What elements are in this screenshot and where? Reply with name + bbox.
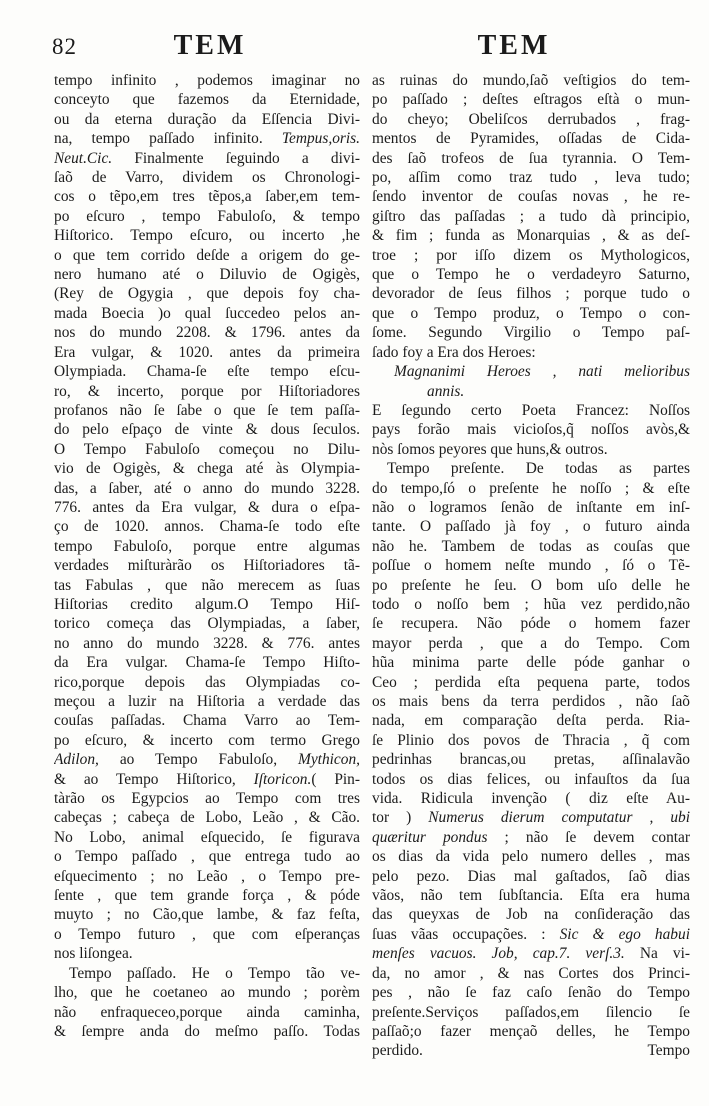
text-line: [54, 964, 360, 983]
text-line: [372, 246, 690, 265]
text-line: [372, 731, 690, 750]
text-line: [54, 246, 360, 265]
text-line: [54, 420, 360, 439]
text-segment: po preſente he ſeu. O bom uſo delle he: [372, 576, 690, 594]
text-segment: ou da eterna duração da Eſſencia Divi-: [54, 110, 360, 128]
text-segment: do pelo eſpaço de vinte & dous ſeculos.: [54, 421, 360, 439]
text-segment: ſendo inventor de couſas novas , he re-: [372, 188, 690, 206]
text-segment: ; não ſe devem contar: [487, 828, 690, 846]
text-line: [54, 1003, 360, 1022]
text-segment: no anno do mundo 3228. & 776. antes: [54, 634, 360, 652]
text-line: [372, 226, 690, 245]
text-line: [372, 479, 690, 498]
text-segment: nero humano até o Diluvio de Ogigès,: [54, 266, 360, 284]
text-segment: po eſcuro, & incerto com termo Grego: [54, 731, 360, 749]
text-line: [372, 983, 690, 1002]
text-line: [372, 847, 690, 866]
text-line: [54, 517, 360, 536]
text-segment: vãos, não tem ſubſtancia. Eſta era huma: [372, 887, 690, 905]
text-segment: 776. antes da Era vulgar, & dura o eſpa-: [54, 498, 360, 516]
text-line: [372, 886, 690, 905]
text-line: [54, 362, 360, 381]
text-line: [54, 1022, 360, 1041]
text-segment: ro, & incerto, porque por Hiſtoriadores: [54, 382, 360, 400]
text-segment: ſaõ de Varro, dividem os Chronologi-: [54, 169, 360, 187]
text-line: [54, 750, 360, 769]
italic-text-segment: Tempus,oris.: [281, 130, 360, 148]
text-line: [372, 382, 690, 401]
text-segment: ſome. Segundo Virgilio o Tempo paſ-: [372, 324, 690, 342]
text-segment: Era vulgar, & 1020. antes da primeira: [54, 343, 360, 361]
text-line: [54, 770, 360, 789]
text-segment: da, no amor , & nas Cortes dos Princi-: [372, 964, 690, 982]
text-segment: & ſempre anda do meſmo paſſo. Todas: [54, 1022, 360, 1040]
text-line: [54, 149, 360, 168]
text-segment: não he. Tambem de todas as couſas que: [372, 537, 690, 555]
left-column: [54, 71, 360, 1041]
italic-text-segment: Magnanimi Heroes , nati melioribus: [394, 363, 690, 381]
right-column: [372, 71, 690, 1061]
text-line: [54, 71, 360, 90]
text-line: [372, 517, 690, 536]
text-segment: não enfraqueceo,porque ainda caminha,: [54, 1003, 360, 1021]
text-segment: meçou a luzir na Hiſtoria a verdade das: [54, 693, 360, 710]
text-segment: ſe recupera. Não póde o homem fazer: [372, 615, 690, 633]
text-segment: O Tempo Fabuloſo começou no Dilu-: [54, 440, 360, 458]
text-segment: todo o noſſo bem ; hũa vez perdido,não: [372, 595, 690, 613]
text-segment: Ceo ; perdida eſta pequena parte, todos: [372, 673, 690, 691]
text-segment: conceyto que fazemos da Eternidade,: [54, 91, 360, 109]
text-line: [54, 498, 360, 517]
text-segment: poſſue o homem neſte mundo , ſó o Tẽ-: [372, 557, 690, 575]
text-line: [372, 944, 690, 963]
text-segment: mada Boecia )o qual ſuccedeo pelos an-: [54, 304, 360, 322]
text-line: [54, 614, 360, 633]
text-segment: do tempo,ſó o preſente he noſſo ; & eſte: [372, 479, 690, 497]
text-segment: cos o tẽpo,em tres tẽpos,a ſaber,em tem-: [54, 188, 360, 206]
text-line: [54, 886, 360, 905]
text-segment: das queyxas de Job na conſideração das: [372, 906, 690, 924]
catchword: Tempo: [647, 1042, 690, 1060]
text-line: [54, 808, 360, 827]
text-segment: nos do mundo 2208. & 1796. antes da: [54, 324, 360, 342]
text-segment: ao Tempo Fabuloſo,: [98, 751, 299, 769]
text-segment: os dias da vida pelo numero delles , mas: [372, 848, 690, 866]
text-segment: po eſcuro , tempo Fabuloſo, & tempo: [54, 207, 360, 225]
text-segment: na, tempo paſſado infinito.: [54, 130, 282, 148]
text-segment: ſuas vãas occupações. :: [372, 925, 560, 943]
text-line: [372, 207, 690, 226]
running-head-left: TEM: [173, 30, 247, 61]
text-line: [54, 925, 360, 944]
text-segment: No Lobo, animal eſquecido, ſe figurava: [54, 828, 360, 846]
italic-text-segment: annis.: [427, 382, 465, 400]
text-line: [372, 614, 690, 633]
text-segment: perdido.: [372, 1042, 423, 1060]
text-line: [372, 149, 690, 168]
text-segment: rico,porque depois das Olympiadas co-: [54, 673, 360, 691]
text-line: [372, 265, 690, 284]
text-line: [54, 905, 360, 924]
page-number: 82: [52, 34, 77, 59]
running-head-right: TEM: [477, 30, 551, 61]
text-line: [54, 983, 360, 1002]
text-line: [54, 207, 360, 226]
text-segment: devorador de ſeus filhos ; porque tudo o: [372, 285, 690, 303]
italic-text-segment: menſes vacuos. Job, cap.7. verſ.3.: [372, 945, 625, 963]
text-line: [372, 187, 690, 206]
text-segment: des ſaõ trofeos de ſua tyrannia. O Tem-: [372, 149, 690, 167]
text-segment: cabeças ; cabeça de Lobo, Leão , & Cão.: [54, 809, 360, 827]
text-segment: po, aſſim como traz tudo , leva tudo;: [372, 169, 690, 187]
text-line: [54, 867, 360, 886]
text-segment: preſente.Serviços paſſados,em ſilencio ſe: [372, 1003, 690, 1021]
text-segment: o Tempo futuro , que com eſperanças: [54, 925, 360, 943]
text-line: [372, 595, 690, 614]
text-segment: po paſſado ; deſtes eſtragos eſtà o mun-: [372, 91, 690, 109]
text-line: [372, 440, 690, 459]
text-segment: ſe Plinio dos povos de Thracia , q̃ com: [372, 731, 690, 749]
text-segment: do cheyo; Obeliſcos derrubados , frag-: [372, 110, 690, 128]
text-line: [54, 673, 360, 692]
text-line: [372, 867, 690, 886]
text-line: [372, 362, 690, 381]
text-segment: torico começa das Olympiadas, a ſaber,: [54, 615, 360, 633]
text-line: [54, 401, 360, 420]
text-segment: tor ): [372, 809, 429, 827]
italic-text-segment: Adilon,: [54, 751, 99, 769]
text-line: [372, 692, 690, 711]
text-line: [372, 925, 690, 944]
text-line: [372, 808, 690, 827]
italic-text-segment: Neut.Cic.: [54, 149, 113, 167]
text-segment: & ao Tempo Hiſtorico,: [54, 770, 254, 788]
text-line: [372, 1041, 690, 1060]
text-line: [54, 595, 360, 614]
text-line: [372, 323, 690, 342]
text-line: [54, 187, 360, 206]
text-segment: profanos não ſe ſabe o que ſe tem paſſa-: [54, 401, 360, 419]
text-segment: couſas paſſadas. Chama Varro ao Tem-: [54, 712, 360, 730]
text-line: [372, 284, 690, 303]
text-line: [372, 537, 690, 556]
text-line: [54, 556, 360, 575]
text-line: [54, 711, 360, 730]
text-line: [372, 90, 690, 109]
text-line: [54, 323, 360, 342]
text-segment: pedrinhas brancas,ou pretas, aſſinalavão: [372, 751, 690, 769]
italic-text-segment: quæritur pondus: [372, 828, 488, 846]
text-segment: nòs ſomos peyores que huns,& outros.: [372, 440, 608, 458]
text-line: [54, 692, 360, 711]
text-line: [372, 634, 690, 653]
text-line: [372, 401, 690, 420]
text-segment: (Rey de Ogygia , que depois foy cha-: [54, 285, 360, 303]
text-line: [372, 1003, 690, 1022]
text-line: [54, 265, 360, 284]
text-line: [54, 847, 360, 866]
text-segment: paſſaõ;o fazer mençaõ delles, he Tempo: [372, 1022, 690, 1040]
text-line: [54, 828, 360, 847]
text-segment: pes , não ſe faz caſo ſenão do Tempo: [372, 984, 690, 1002]
text-line: [54, 168, 360, 187]
text-line: [372, 576, 690, 595]
text-line: [54, 90, 360, 109]
text-line: [372, 168, 690, 187]
text-segment: todos os dias felices, ou infauſtos da ſua: [372, 770, 690, 788]
text-segment: Finalmente ſeguindo a divi-: [112, 149, 360, 167]
text-line: [372, 905, 690, 924]
text-segment: tante. O paſſado jà foy , o futuro ainda: [372, 518, 690, 536]
text-line: [372, 129, 690, 148]
text-line: [54, 479, 360, 498]
text-segment: nada, em comparação deſta perda. Ria-: [372, 712, 690, 730]
text-segment: lho, que he coetaneo ao mundo ; porèm: [54, 984, 360, 1002]
text-segment: tàrão os Egypcios ao Tempo com tres: [54, 790, 360, 808]
text-line: [54, 459, 360, 478]
text-line: [54, 789, 360, 808]
text-segment: ſado foy a Era dos Heroes:: [372, 343, 536, 361]
text-line: [54, 129, 360, 148]
text-segment: Tempo preſente. De todas as partes: [387, 460, 690, 478]
text-segment: as ruinas do mundo,ſaõ veſtigios do tem-: [372, 72, 690, 89]
text-segment: troe ; por iſſo dizem os Mythologicos,: [372, 246, 690, 264]
text-line: [54, 731, 360, 750]
text-line: [372, 770, 690, 789]
italic-text-segment: Mythicon,: [298, 751, 360, 769]
text-line: [372, 789, 690, 808]
text-line: [372, 1022, 690, 1041]
italic-text-segment: Sic & ego habui: [559, 925, 690, 943]
text-segment: muyto ; no Cão,que lambe, & faz feſta,: [54, 906, 360, 924]
text-segment: tempo infinito , podemos imaginar no: [54, 72, 360, 89]
text-line: [372, 711, 690, 730]
text-segment: Na vi-: [624, 945, 690, 963]
text-segment: giſtro das paſſadas ; a tudo dà principio,: [372, 207, 690, 225]
text-segment: & fim ; funda as Monarquias , & as deſ-: [372, 227, 690, 245]
text-segment: nos liſongea.: [54, 945, 133, 963]
text-segment: que o Tempo produz, o Tempo o con-: [372, 304, 690, 322]
text-segment: ço de 1020. annos. Chama-ſe todo eſte: [54, 518, 360, 536]
text-segment: pelo pezo. Dias mal gaſtados, ſaõ dias: [372, 867, 690, 885]
text-segment: Hiſtorias credito algum.O Tempo Hiſ-: [54, 595, 360, 613]
text-segment: mayor perda , que a do Tempo. Com: [372, 634, 690, 652]
text-segment: os mais bens da terra perdidos , não ſaõ: [372, 693, 690, 710]
text-segment: verdades miſturàrão os Hiſtoriadores tã-: [54, 557, 360, 575]
text-line: [54, 634, 360, 653]
text-line: [54, 304, 360, 323]
text-segment: não o logramos ſenão de inſtante em inſ-: [372, 498, 690, 516]
text-line: [372, 828, 690, 847]
text-segment: tas Fabulas , que não merecem as ſuas: [54, 576, 360, 594]
text-line: [54, 226, 360, 245]
italic-text-segment: Iſtoricon.: [253, 770, 312, 788]
text-line: [372, 498, 690, 517]
text-line: [372, 343, 690, 362]
text-line: [54, 110, 360, 129]
text-segment: pays forão mais vicioſos,q̃ noſſos avòs,&: [372, 421, 690, 439]
text-segment: E ſegundo certo Poeta Francez: Noſſos: [372, 401, 690, 419]
text-line: [54, 944, 360, 963]
text-segment: vida. Ridicula invenção ( diz eſte Au-: [372, 790, 690, 808]
text-segment: que o Tempo he o verdadeyro Saturno,: [372, 266, 690, 284]
text-line: [372, 110, 690, 129]
text-segment: Hiſtorico. Tempo eſcuro, ou incerto ,he: [54, 227, 360, 245]
text-line: [372, 71, 690, 90]
text-segment: ( Pin-: [311, 770, 360, 788]
text-line: [54, 537, 360, 556]
text-line: [372, 750, 690, 769]
text-line: [372, 653, 690, 672]
text-segment: Tempo paſſado. He o Tempo tão ve-: [69, 964, 360, 982]
italic-text-segment: Numerus dierum computatur , ubi: [428, 809, 690, 827]
text-segment: vio de Ogigès, & chega até às Olympia-: [54, 460, 360, 478]
text-segment: da Era vulgar. Chama-ſe Tempo Hiſto-: [54, 654, 360, 672]
text-line: [54, 284, 360, 303]
text-segment: ſente , que tem grande força , & póde: [54, 887, 360, 905]
text-segment: hũa minima parte delle póde ganhar o: [372, 654, 690, 672]
text-segment: mentos de Pyramides, oſſadas de Cida-: [372, 130, 690, 148]
text-segment: eſquecimento ; no Leão , o Tempo pre-: [54, 867, 360, 885]
text-line: [372, 556, 690, 575]
text-line: [372, 673, 690, 692]
text-line: [54, 576, 360, 595]
text-line: [54, 653, 360, 672]
text-segment: das, a ſaber, até o anno do mundo 3228.: [54, 479, 360, 497]
text-segment: o Tempo paſſado , que entrega tudo ao: [54, 848, 360, 866]
text-line: [54, 343, 360, 362]
text-segment: Olympiada. Chama-ſe eſte tempo eſcu-: [54, 363, 360, 381]
text-line: [372, 304, 690, 323]
text-segment: o que tem corrido deſde a origem do ge-: [54, 246, 360, 264]
text-line: [54, 440, 360, 459]
text-segment: tempo Fabuloſo, porque entre algumas: [54, 537, 360, 555]
text-line: [372, 420, 690, 439]
text-line: [372, 459, 690, 478]
text-line: [372, 964, 690, 983]
text-line: [54, 382, 360, 401]
